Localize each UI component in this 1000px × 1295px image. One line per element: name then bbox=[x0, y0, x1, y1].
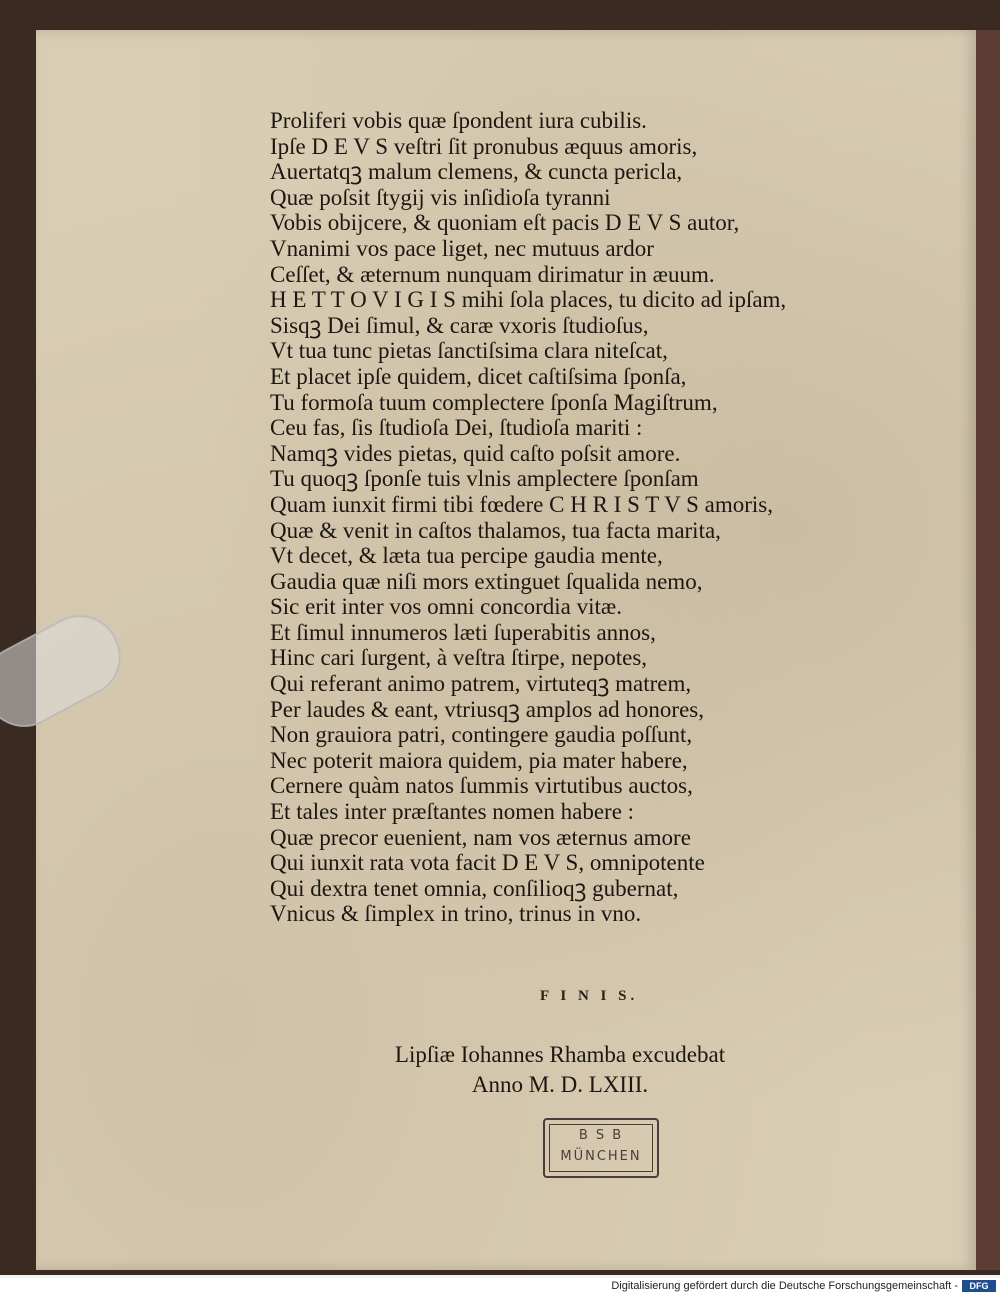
poem-line: Ceſſet, & æternum nunquam dirimatur in æuum. bbox=[270, 261, 715, 287]
poem-line: Hinc cari ſurgent, à veſtra ſtirpe, nepotes, bbox=[270, 645, 648, 671]
poem-text bbox=[270, 108, 850, 927]
poem-line: Quam iunxit firmi tibi fœdere C H R I S T V S amoris, bbox=[270, 491, 774, 517]
finis-label: F I N I S. bbox=[540, 988, 639, 1004]
stamp-line-1: B S B bbox=[578, 1128, 624, 1143]
poem-line: Namqꝫ vides pietas, quid caſto poſsit amore. bbox=[270, 440, 681, 466]
imprint-line-2: Anno M. D. LXIII. bbox=[471, 1072, 649, 1097]
footer-credit: Digitalisierung gefördert durch die Deutsche Forschungsgemeinschaft - bbox=[611, 1280, 958, 1292]
footer-bar bbox=[0, 1278, 1000, 1295]
poem-line: Vobis obijcere, & quoniam eſt pacis D E V S autor, bbox=[270, 210, 740, 236]
poem-line: Proliferi vobis quæ ſpondent iura cubilis. bbox=[270, 108, 647, 133]
library-stamp bbox=[543, 1118, 659, 1178]
imprint-line-1: Lipſiæ Iohannes Rhamba excudebat bbox=[394, 1042, 726, 1067]
poem-line: Vnanimi vos pace liget, nec mutuus ardor bbox=[270, 235, 654, 261]
poem-line: Auertatqꝫ malum clemens, & cuncta pericla, bbox=[270, 159, 683, 185]
poem-line: Qui dextra tenet omnia, conſilioqꝫ gubernat, bbox=[270, 875, 679, 901]
poem-line: Vt tua tunc pietas ſanctiſsima clara niteſcat, bbox=[270, 338, 668, 364]
poem-line: Sic erit inter vos omni concordia vitæ. bbox=[270, 594, 622, 620]
poem-line: Et placet ipſe quidem, dicet caſtiſsima ſponſa, bbox=[270, 363, 687, 389]
poem-line: Tu quoqꝫ ſponſe tuis vlnis amplectere ſponſam bbox=[270, 466, 699, 492]
poem-line: Tu formoſa tuum complectere ſponſa Magiſtrum, bbox=[270, 389, 718, 415]
poem-line: Gaudia quæ niſi mors extinguet ſqualida nemo, bbox=[270, 568, 703, 594]
poem-line: Non grauiora patri, contingere gaudia poſſunt, bbox=[270, 722, 693, 748]
poem-line: Ceu fas, ſis ſtudioſa Dei, ſtudioſa mariti : bbox=[270, 415, 643, 441]
stamp-border bbox=[549, 1124, 653, 1172]
poem-line: Quæ precor euenient, nam vos æternus amore bbox=[270, 824, 691, 850]
imprint bbox=[300, 1040, 820, 1100]
dfg-logo: DFG bbox=[962, 1280, 996, 1292]
poem-line: Et ſimul innumeros læti ſuperabitis annos, bbox=[270, 619, 656, 645]
poem-line: Nec poterit maiora quidem, pia mater habere, bbox=[270, 747, 688, 773]
poem-line: Cernere quàm natos ſummis virtutibus auctos, bbox=[270, 773, 693, 799]
stamp-line-2: MÜNCHEN bbox=[560, 1149, 642, 1164]
poem-line: Qui iunxit rata vota facit D E V S, omnipotente bbox=[270, 850, 705, 876]
poem-line: Et tales inter præſtantes nomen habere : bbox=[270, 799, 635, 825]
poem-line: Vnicus & ſimplex in trino, trinus in vno. bbox=[270, 901, 642, 927]
poem-line: Vt decet, & læta tua percipe gaudia mente, bbox=[270, 543, 663, 569]
poem-line: H E T T O V I G I S mihi ſola places, tu dicito ad ipſam, bbox=[270, 287, 787, 313]
book-edge bbox=[976, 30, 1000, 1270]
poem-line: Ipſe D E V S veſtri ſit pronubus æquus amoris, bbox=[270, 133, 698, 159]
poem-line: Quæ poſsit ſtygij vis inſidioſa tyranni bbox=[270, 184, 611, 210]
poem-line: Per laudes & eant, vtriusqꝫ amplos ad honores, bbox=[270, 696, 704, 722]
poem-line: Quæ & venit in caſtos thalamos, tua facta marita, bbox=[270, 517, 721, 543]
poem-line: Sisqꝫ Dei ſimul, & caræ vxoris ſtudioſus, bbox=[270, 312, 649, 338]
poem-line: Qui referant animo patrem, virtuteqꝫ matrem, bbox=[270, 671, 692, 697]
